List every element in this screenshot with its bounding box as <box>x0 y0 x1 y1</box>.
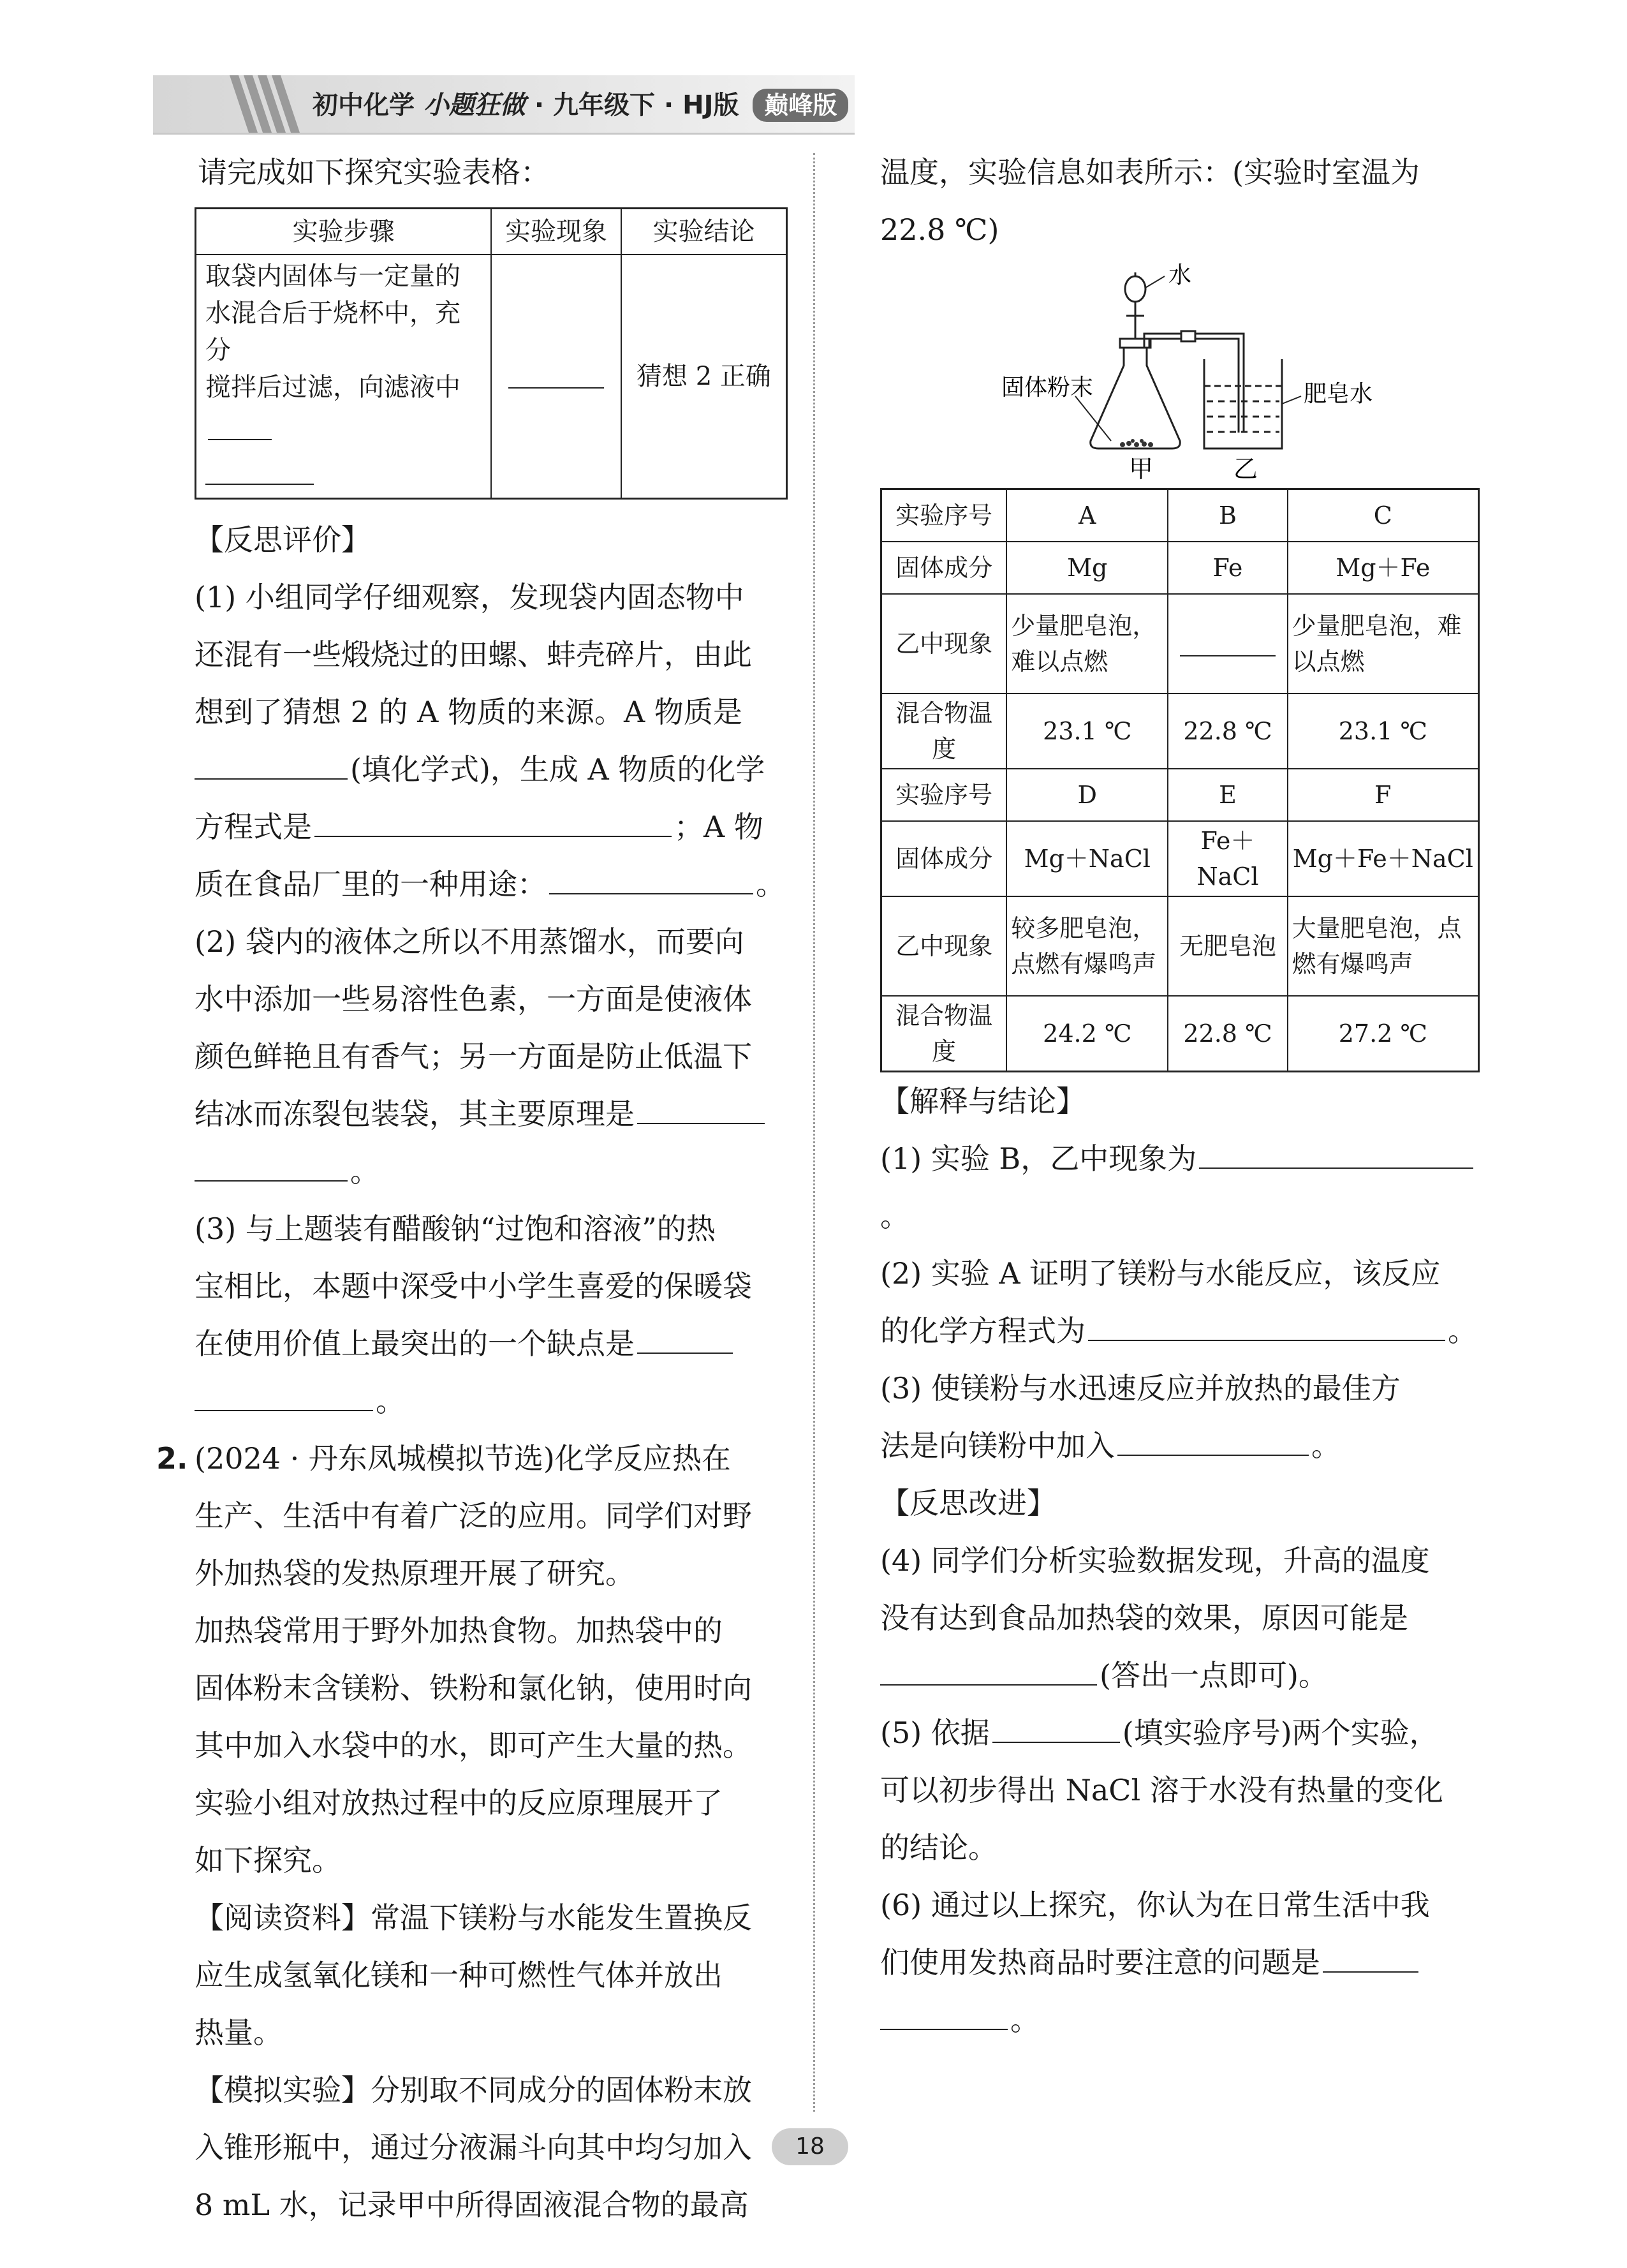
left-column: 请完成如下探究实验表格： 实验步骤 实验现象 实验结论 取袋内固体与一定量的 水混合后于烧杯中，充分 搅拌后过滤，向滤液中 猜想 2 正确 【反思评价】 (1) 小组同学仔细观察，发现袋内固态物中 还混有一些煅烧过的田螺、蚌壳碎片，由此 想到了猜想 2 的 A 物质的来源。A 物质是 (填化学式)，生成 A 物质的化学 方程式是 ；A 物 质在食品厂里的一种用途： 。 (2) 袋内的液体之所以不用蒸馏水，而要向 水中添加一些易溶性色素，一方面是使液体 颜色鲜艳且有香气；另一方面是防止低温下 结冰而冻裂包装袋，其主要原理是 。 (3) 与上题装有醋酸钠“过饱和溶液”的热 宝相比，本题中深受中小学生喜爱的保暖袋 在使用价值上最突出的一个缺点是 。 2. (2024 · 丹东凤城模拟节选)化学反应热在 生产、生活中有着广泛的应用。同学们对野 外加热袋的发热原理开展了研究。 加热袋常用于野外加热食物。加热袋中的 固体粉末含镁粉、铁粉和氯化钠，使用时向 其中加入水袋中的水，即可产生大量的热。 实验小组对放热过程中的反应原理展开了 如下探究。 【阅读资料】常温下镁粉与水能发生置换反 应生成氢氧化镁和一种可燃性气体并放出 热量。 【模拟实验】分别取不同成分的固体粉末放 入锥形瓶中，通过分液漏斗向其中均匀加入 8 mL 水，记录甲中所得固液混合物的最高 <box>195 144 788 2234</box>
table-cell: E <box>1168 769 1287 821</box>
problem-number: 2. <box>156 1441 188 1476</box>
table-cell: 实验序号 <box>881 489 1007 542</box>
answer-blank[interactable] <box>637 1319 733 1354</box>
label-jia: 甲 <box>1129 455 1154 483</box>
table-cell: 混合物温度 <box>881 693 1007 769</box>
book-title: 初中化学 <box>313 91 415 120</box>
answer-blank[interactable] <box>637 1090 765 1124</box>
answer-blank[interactable] <box>992 1708 1120 1743</box>
table-cell: 22.8 ℃ <box>1168 693 1287 769</box>
right-column: 温度，实验信息如表所示：(实验时室温为 22.8 ℃) 水 固体粉末 肥皂水 甲 乙 实验序号 A B C 固体成分 Mg Fe Mg＋Fe 乙中现象 少量肥皂泡， 难以点燃 少量肥皂泡，难 以点燃 混合物温度 23.1 ℃ 22.8 ℃ 23.1 ℃ 实验序号 D E F 固体成分 Mg＋NaCl Fe＋NaCl Mg＋Fe＋NaCl 乙中现象 较多肥皂泡， 点燃有爆鸣声 无肥皂泡 大量肥皂泡，点 燃有爆鸣声 混合物温度 24.2 ℃ 22.8 ℃ 27.2 ℃ 【解释与结论】 (1) 实验 B，乙中现象为。 (2) 实验 A 证明了镁粉与水能反应，该反应 的化学方程式为 。 (3) 使镁粉与水迅速反应并放热的最佳方 法是向镁粉中加入 。 【反思改进】 (4) 同学们分析实验数据发现，升高的温度 没有达到食品加热袋的效果，原因可能是 (答出一点即可)。 (5) 依据 (填实验序号)两个实验， 可以初步得出 NaCl 溶于水没有热量的变化 的结论。 (6) 通过以上探究，你认为在日常生活中我 们使用发热商品时要注意的问题是 。 <box>880 144 1480 2049</box>
answer-blank[interactable] <box>880 1651 1097 1686</box>
answer-blank[interactable] <box>1199 1134 1473 1169</box>
table-cell: 24.2 ℃ <box>1006 996 1168 1072</box>
answer-blank[interactable] <box>195 1147 348 1182</box>
conclusion-cell: 猜想 2 正确 <box>621 255 787 499</box>
answer-blank[interactable] <box>880 1996 1008 2030</box>
answer-blank[interactable] <box>205 450 314 485</box>
table-cell: 27.2 ℃ <box>1288 996 1479 1072</box>
step-cell: 取袋内固体与一定量的 水混合后于烧杯中，充分 搅拌后过滤，向滤液中 <box>196 255 492 499</box>
table-header: 实验结论 <box>621 209 787 255</box>
table-cell: Mg＋NaCl <box>1006 821 1168 896</box>
table-cell: 大量肥皂泡，点 燃有爆鸣声 <box>1288 896 1479 996</box>
table-cell: D <box>1006 769 1168 821</box>
answer-blank[interactable] <box>195 745 348 780</box>
label-yi: 乙 <box>1233 455 1258 483</box>
apparatus-diagram <box>1001 262 1373 483</box>
table-cell: 23.1 ℃ <box>1006 693 1168 769</box>
edition-badge: 巅峰版 <box>753 89 848 122</box>
table-cell: 较多肥皂泡， 点燃有爆鸣声 <box>1006 896 1168 996</box>
powder <box>1120 439 1153 447</box>
answer-blank[interactable] <box>314 803 672 837</box>
table-cell: C <box>1288 489 1479 542</box>
table-cell: Mg＋Fe＋NaCl <box>1288 821 1479 896</box>
intro-text: 请完成如下探究实验表格： <box>198 155 550 189</box>
header-rule <box>153 133 855 135</box>
table-cell: 22.8 ℃ <box>1168 996 1287 1072</box>
table-cell: A <box>1006 489 1168 542</box>
section-title: 【反思评价】 <box>195 523 371 557</box>
table-cell: Fe＋NaCl <box>1168 821 1287 896</box>
table-cell: B <box>1168 489 1287 542</box>
grade: 九年级下 <box>553 91 656 120</box>
answer-blank[interactable] <box>508 354 604 389</box>
header-stripes <box>230 75 306 133</box>
table-cell <box>1168 594 1287 693</box>
table-cell: 无肥皂泡 <box>1168 896 1287 996</box>
answer-blank[interactable] <box>549 860 753 894</box>
answer-blank[interactable] <box>1323 1938 1418 1973</box>
experiment-table <box>195 207 788 500</box>
table-cell: Mg <box>1006 542 1168 594</box>
phenomenon-cell <box>491 255 621 499</box>
table-cell: 混合物温度 <box>881 996 1007 1072</box>
header-title: 初中化学 小题狂做 · 九年级下 · HJ版 巅峰版 <box>313 83 848 128</box>
section-title: 【反思改进】 <box>880 1486 1056 1520</box>
answer-blank[interactable] <box>195 1377 373 1411</box>
table-cell: 乙中现象 <box>881 594 1007 693</box>
table-cell: 实验序号 <box>881 769 1007 821</box>
table-header: 实验现象 <box>491 209 621 255</box>
label-soap-water: 肥皂水 <box>1304 381 1373 407</box>
edition: HJ版 <box>682 91 739 120</box>
table-cell: F <box>1288 769 1479 821</box>
label-powder: 固体粉末 <box>1001 374 1094 401</box>
section-title: 【解释与结论】 <box>880 1084 1086 1118</box>
table-cell: 固体成分 <box>881 542 1007 594</box>
answer-blank[interactable] <box>1088 1307 1445 1341</box>
data-table <box>880 488 1480 1072</box>
table-cell: Fe <box>1168 542 1287 594</box>
table-header: 实验步骤 <box>196 209 492 255</box>
table-cell: 固体成分 <box>881 821 1007 896</box>
table-cell: 乙中现象 <box>881 896 1007 996</box>
table-cell: 少量肥皂泡， 难以点燃 <box>1006 594 1168 693</box>
page-number: 18 <box>772 2128 848 2165</box>
label-water: 水 <box>1168 262 1192 288</box>
answer-blank[interactable] <box>1117 1421 1309 1456</box>
table-cell: 少量肥皂泡，难 以点燃 <box>1288 594 1479 693</box>
separatory-funnel <box>1125 272 1145 340</box>
delivery-tube <box>1144 331 1244 433</box>
answer-blank[interactable] <box>1180 622 1276 656</box>
brand-logo: 小题狂做 <box>423 91 526 120</box>
answer-blank[interactable] <box>208 406 272 440</box>
table-cell: Mg＋Fe <box>1288 542 1479 594</box>
column-divider <box>813 153 815 2112</box>
table-cell: 23.1 ℃ <box>1288 693 1479 769</box>
